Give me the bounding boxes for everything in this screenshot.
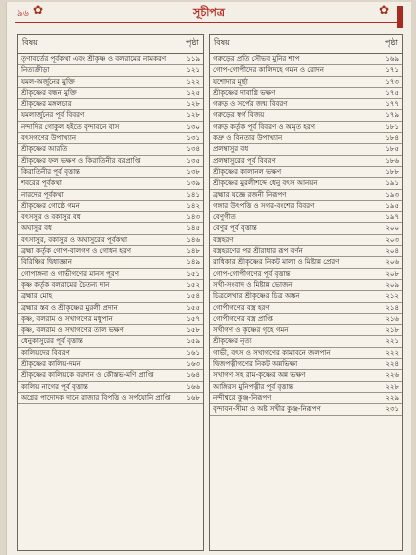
toc-entry-page: ১৭১ (385, 66, 399, 75)
toc-entry-page: ১৯১ (385, 179, 399, 188)
toc-row (18, 212, 203, 223)
left-rows (18, 54, 203, 404)
toc-entry-page: ১৫৫ (186, 303, 200, 312)
toc-entry-page: ১৮১ (385, 122, 399, 131)
left-table-header (18, 35, 203, 54)
toc-entry-title: কিরাতিনীর পূর্ব বৃত্তান্ত (21, 167, 80, 176)
toc-entry-title: গরুড় ও সর্পের জন্ম বিবরণ (213, 100, 288, 109)
toc-entry-page: ১৮৮ (385, 167, 399, 176)
toc-row (18, 167, 203, 178)
toc-entry-page: ২০৪ (385, 247, 399, 256)
toc-row (210, 144, 402, 155)
toc-row (210, 99, 402, 110)
toc-entry-title: শবরের পূর্বকথা (21, 179, 62, 188)
toc-entry-title: ব্রহ্মার যজ্ঞে রজনী নিরূপণ (213, 190, 287, 199)
toc-row (210, 54, 402, 65)
toc-row (210, 359, 402, 370)
toc-entry-page: ১৬৪ (186, 371, 200, 380)
toc-entry-title: কালিয় নাগের পূর্ব বৃত্তান্ত (21, 382, 88, 391)
toc-entry-title: বিরিঞ্চির দ্বিধাজ্ঞান (21, 258, 72, 267)
toc-entry-title: দ্বিজপত্নীগণের নিকট অন্নভিক্ষা (213, 360, 298, 369)
toc-entry-page: ১৩৯ (186, 179, 200, 188)
toc-entry-page: ১১৯ (186, 55, 200, 63)
toc-entry-page: ১৮৫ (385, 145, 399, 154)
toc-entry-page: ১৭৩ (385, 77, 399, 86)
toc-entry-page: ২০০ (385, 224, 399, 233)
toc-entry-title: কালিয়দের বিবরণ (21, 348, 70, 357)
toc-entry-page: ১৬৯ (385, 55, 399, 63)
toc-entry-title: ব্রহ্মা কর্তৃক গোপ-বালগণ ও গোধন হরণ (21, 247, 132, 256)
toc-row (210, 88, 402, 99)
toc-entry-title: ধেনুকাসুরের পূর্ব বৃত্তান্ত (21, 337, 83, 346)
toc-entry-page: ১৪৩ (186, 213, 200, 222)
toc-entry-page: ২০৬ (385, 258, 399, 267)
toc-row (210, 280, 402, 291)
toc-entry-page: ১৯৩ (385, 190, 399, 199)
toc-entry-page: ১৩১ (186, 134, 200, 143)
toc-entry-title: বেণুগীত (213, 213, 236, 222)
right-ornament-icon: ✿ (378, 3, 389, 17)
book-page (6, 2, 411, 555)
toc-entry-page: ১৮৬ (385, 156, 399, 165)
toc-row (210, 382, 402, 393)
toc-entry-page: ১৫৮ (186, 326, 200, 335)
toc-row (210, 178, 402, 189)
page-title: সূচীপত্র (193, 6, 225, 19)
toc-entry-title: কৃষ্ণ, বলরাম ও সখাগণের তাল ভক্ষণ (21, 326, 124, 335)
toc-row (210, 65, 402, 76)
toc-row (210, 257, 402, 268)
toc-entry-title: গোপীগণের বস্ত্র প্রাপ্তি (213, 314, 273, 323)
toc-row (18, 235, 203, 246)
toc-entry-title: শ্রীকৃষ্ণের ফল ভক্ষণ ও কিরাতিনীর বরপ্রাপ্তি (21, 156, 141, 165)
toc-row (18, 54, 203, 65)
toc-row (210, 404, 402, 415)
toc-entry-title: তৃণাবর্তের পূর্বকথা এবং শ্রীকৃষ্ণ ও বলরামের নামকরণ (21, 55, 167, 63)
left-subject-heading: বিষয় (22, 38, 38, 47)
toc-entry-title: শ্রীকৃষ্ণের দাবাগ্নি ভক্ষণ (213, 88, 276, 97)
toc-entry-page: ২২১ (385, 337, 399, 346)
toc-entry-title: নারদের পূর্বকথা (21, 190, 64, 199)
toc-entry-title: বৎসসুর ও বকাসুর বধ (21, 213, 81, 222)
toc-entry-title: নিত্যক্রীড়া (21, 66, 50, 75)
toc-row (210, 314, 402, 325)
toc-row (210, 212, 402, 223)
toc-row (18, 314, 203, 325)
toc-entry-page: ১৪৯ (186, 258, 200, 267)
toc-row (18, 382, 203, 393)
left-contents-table (17, 34, 204, 551)
toc-row (18, 359, 203, 370)
toc-entry-title: গাভী, বৎস ও সখাগণের কামাবনে জলপান (213, 348, 331, 357)
toc-entry-page: ১৩৫ (186, 156, 200, 165)
toc-entry-page: ১৫২ (186, 280, 200, 289)
toc-entry-title: শ্রীকৃষ্ণের মুরলীশব্দে ধেনু বৎস আনয়ন (213, 179, 318, 188)
toc-row (210, 370, 402, 381)
toc-entry-title: যমলার্জুনের পূর্ব বিবরণ (21, 111, 85, 120)
toc-row (210, 201, 402, 212)
toc-row (18, 393, 203, 404)
toc-row (18, 201, 203, 212)
toc-entry-title: গোপীগণের বস্ত্র হরণ (213, 303, 270, 312)
toc-entry-title: বেণুর পূর্ব বৃত্তান্ত (213, 224, 257, 233)
toc-row (18, 77, 203, 88)
toc-entry-title: অঘাসুর বধ (21, 224, 52, 233)
toc-row (210, 122, 402, 133)
toc-entry-title: শ্রীকৃষ্ণের গোষ্ঠে গমন (21, 201, 80, 210)
toc-entry-title: বস্ত্রহরণের পর শ্রীরাধার রূপ বর্ণন (213, 247, 303, 256)
toc-entry-title: গরুড়ের প্রতি সৌভব মুনির শাপ (213, 55, 300, 63)
toc-entry-title: গরুড় কর্তৃক পূর্ব বিবরণ ও অমৃত হরণ (213, 122, 315, 131)
left-page-heading: পৃষ্ঠা (186, 38, 199, 47)
toc-entry-page: ২২৯ (385, 393, 399, 402)
toc-row (210, 325, 402, 336)
toc-row (210, 167, 402, 178)
toc-entry-title: ব্রহ্মার মোহ (21, 292, 53, 301)
toc-row (210, 77, 402, 88)
toc-entry-page: ১৪২ (186, 201, 200, 210)
toc-entry-page: ১৯৭ (385, 213, 399, 222)
toc-entry-page: ২০৩ (385, 235, 399, 244)
toc-row (210, 336, 402, 347)
toc-entry-title: গরুড়ের স্বর্গ বিজয় (213, 111, 265, 120)
toc-entry-title: গঙ্গার উৎপত্তি ও সগর-বংশের বিবরণ (213, 201, 315, 210)
toc-row (18, 303, 203, 314)
toc-row (210, 133, 402, 144)
toc-entry-page: ১৪৬ (186, 235, 200, 244)
toc-row (18, 122, 203, 133)
toc-entry-title: শ্রীকৃষ্ণের কালানল ভক্ষণ (213, 167, 282, 176)
toc-row (18, 65, 203, 76)
toc-entry-page: ১৬১ (186, 348, 200, 357)
toc-row (210, 393, 402, 404)
toc-entry-page: ২১৮ (385, 326, 399, 335)
toc-entry-title: অগ্নের পাদোদক দানে রাজার বিপত্তি ও সর্পযোনি প্রাপ্তি (21, 393, 171, 402)
toc-row (210, 269, 402, 280)
toc-entry-title: নন্দীশ্বরে কুঞ্জ-নিরূপণ (213, 393, 272, 402)
right-rows (210, 54, 402, 416)
toc-row (210, 156, 402, 167)
header-rule (15, 22, 403, 23)
toc-entry-page: ২০৯ (385, 280, 399, 289)
toc-entry-title: রাধিকার শ্রীকৃষ্ণের নিকট মালা ও মিষ্টান্ন প্রেরণ (213, 258, 340, 267)
toc-entry-page: ২২৮ (385, 382, 399, 391)
toc-entry-title: শ্রীকৃষ্ণের বন্ধন মুক্তি (21, 88, 77, 97)
toc-entry-page: ১৩০ (186, 122, 200, 131)
toc-entry-title: শ্রীকৃষ্ণের মঙ্গলচার (21, 100, 72, 109)
toc-entry-title: আঙ্গিরস মুনিপত্নীর পূর্ব বৃত্তান্ত (213, 382, 294, 391)
toc-entry-page: ১৯৫ (385, 201, 399, 210)
toc-entry-page: ১৬৩ (186, 360, 200, 369)
left-ornament-icon: ✿ (33, 3, 44, 17)
toc-row (18, 88, 203, 99)
toc-entry-title: বৎসাসুর, বকাসুর ও অঘাসুরের পূর্বকথা (21, 235, 128, 244)
toc-entry-page: ১৪৫ (186, 224, 200, 233)
toc-entry-title: শ্রীকৃষ্ণের নৃত্য (213, 337, 252, 346)
right-page-heading: পৃষ্ঠা (385, 38, 398, 47)
toc-row (210, 303, 402, 314)
toc-row (18, 370, 203, 381)
toc-entry-page: ১২২ (186, 77, 200, 86)
toc-row (210, 235, 402, 246)
page-number: ৯৬ (17, 9, 29, 19)
toc-entry-page: ১৫৯ (186, 337, 200, 346)
toc-entry-title: যশোদার মূর্ছা (213, 77, 248, 86)
toc-entry-page: ১২৮ (186, 111, 200, 120)
toc-entry-title: কদ্রু ও বিনতার উপাখ্যান (213, 134, 283, 143)
toc-entry-title: কৃষ্ণ, বলরাম ও সখাগণের মধুপান (21, 314, 113, 323)
toc-row (18, 144, 203, 155)
toc-entry-page: ২১৬ (385, 314, 399, 323)
toc-row (18, 291, 203, 302)
toc-entry-title: প্রলম্বাসুরের পূর্ব বিবরণ (213, 156, 276, 165)
toc-entry-page: ১২৫ (186, 88, 200, 97)
toc-entry-title: নন্দাদির গোকুল হইতে বৃন্দাবনে বাস (21, 122, 120, 131)
toc-entry-page: ১৫৭ (186, 314, 200, 323)
toc-entry-title: গোপাঙ্গনা ও গাভীগণের মানস পূরণ (21, 269, 120, 278)
right-subject-heading: বিষয় (214, 38, 230, 47)
toc-entry-title: প্রলম্বাসুর বধ (213, 145, 249, 154)
toc-row (210, 348, 402, 359)
toc-row (18, 178, 203, 189)
toc-entry-title: ব্রহ্মার স্তব ও শ্রীকৃষ্ণের মুরলী প্রদান (21, 303, 118, 312)
toc-row (18, 99, 203, 110)
toc-entry-page: ২১২ (385, 292, 399, 301)
toc-entry-page: ১৬৬ (186, 382, 200, 391)
toc-entry-page: ১৮৪ (385, 134, 399, 143)
toc-entry-title: শ্রীকৃষ্ণের আরতি (21, 145, 68, 154)
toc-entry-title: সখীগণ ও কৃষ্ণের গৃহে গমন (213, 326, 289, 335)
toc-entry-title: শ্রীকৃষ্ণের কালিয়-দমন (21, 360, 81, 369)
toc-row (210, 223, 402, 234)
toc-entry-page: ১৭৭ (385, 100, 399, 109)
toc-entry-page: ২১৪ (385, 303, 399, 312)
toc-entry-page: ১৫৪ (186, 292, 200, 301)
toc-entry-page: ১৩৪ (186, 145, 200, 154)
toc-row (18, 133, 203, 144)
toc-entry-title: সখী-সংবাদ ও মিষ্টান্ন ভোজন (213, 280, 293, 289)
toc-entry-page: ২২২ (385, 348, 399, 357)
toc-row (18, 246, 203, 257)
toc-row (18, 257, 203, 268)
toc-entry-page: ২৩১ (385, 405, 399, 414)
toc-entry-title: গোপ-গোপীগণের পূর্ব বৃত্তান্ত (213, 269, 291, 278)
toc-entry-title: কৃষ্ণ কর্তৃক বলরামের চৈতন্য দান (21, 280, 110, 289)
toc-entry-title: শ্রীকৃষ্ণের কালিয়কে বরদান ও কৌস্তভ-মণি প্রাপ্তি (21, 371, 154, 380)
toc-entry-title: সখাগণ সহ রাম-কৃষ্ণের অন্ন ভক্ষণ (213, 371, 306, 380)
toc-row (210, 246, 402, 257)
toc-entry-page: ১৭৯ (385, 111, 399, 120)
toc-entry-page: ১২৮ (186, 100, 200, 109)
toc-entry-page: ১৪১ (186, 190, 200, 199)
right-contents-table (209, 34, 403, 551)
toc-entry-page: ১২১ (186, 66, 200, 75)
toc-entry-page: ১৬৮ (186, 393, 200, 402)
toc-row (210, 190, 402, 201)
toc-row (18, 280, 203, 291)
toc-row (18, 110, 203, 121)
toc-row (18, 325, 203, 336)
toc-entry-page: ২২৪ (385, 360, 399, 369)
toc-entry-title: চিত্রলেখার শ্রীকৃষ্ণের চিত্র অঙ্কন (213, 292, 300, 301)
toc-entry-page: ১৩৮ (186, 167, 200, 176)
toc-row (18, 348, 203, 359)
toc-entry-title: বস্ত্রহরণ (213, 235, 234, 244)
toc-entry-title: বৎসগণের উপাখ্যান (21, 134, 77, 143)
toc-row (18, 223, 203, 234)
toc-entry-page: ১৫১ (186, 269, 200, 278)
toc-entry-title: যমল-অর্জুনের মুক্তি (21, 77, 75, 86)
toc-row (18, 190, 203, 201)
toc-row (18, 156, 203, 167)
toc-entry-title: বৃন্দাবন-সীমা ও অষ্ট সখীর কুঞ্জ-নিরূপণ (213, 405, 321, 414)
toc-row (18, 269, 203, 280)
right-table-header (210, 35, 402, 54)
toc-entry-title: গোপ-গোপীদের কালিদহে গমন ও রোদন (213, 66, 324, 75)
toc-entry-page: ২০৮ (385, 269, 399, 278)
toc-row (210, 291, 402, 302)
toc-entry-page: ২২৬ (385, 371, 399, 380)
toc-row (18, 336, 203, 347)
toc-entry-page: ১৭৫ (385, 88, 399, 97)
toc-entry-page: ১৪৮ (186, 247, 200, 256)
toc-row (210, 110, 402, 121)
